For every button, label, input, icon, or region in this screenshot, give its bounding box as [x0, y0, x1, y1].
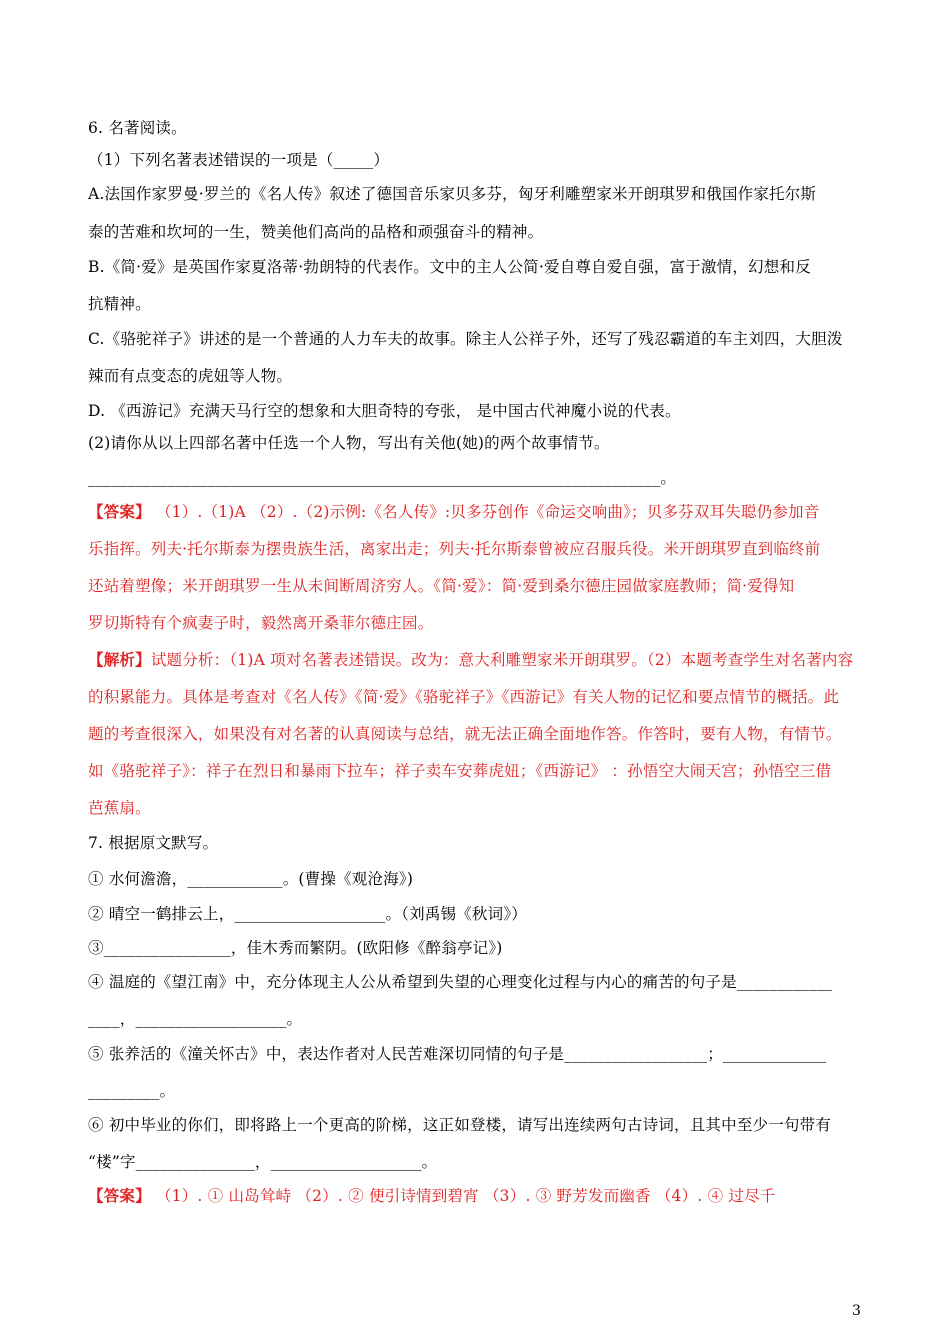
q7-title: 7. 根据原文默写。	[88, 834, 219, 852]
q7-item5-line2: _________。	[88, 1082, 176, 1100]
q6-option-b-line2: 抗精神。	[88, 295, 151, 313]
q7-answer-line1	[88, 1186, 878, 1206]
q6-analysis-line2: 的积累能力。具体是考查对《名人传》《简·爱》《骆驼祥子》《西游记》有关人物的记忆和要点情节的概括。此	[88, 688, 840, 706]
q6-title: 6. 名著阅读。	[88, 119, 187, 137]
q6-option-c-line1: C.《骆驼祥子》讲述的是一个普通的人力车夫的故事。除主人公祥子外，还写了残忍霸道的车主刘四，大胆泼	[88, 330, 843, 348]
q6-option-a-line2: 泰的苦难和坎坷的一生，赞美他们高尚的品格和顽强奋斗的精神。	[88, 223, 544, 241]
q7-item4-line1: ④ 温庭的《望江南》中，充分体现主人公从希望到失望的心理变化过程与内心的痛苦的句子是____________	[88, 973, 833, 991]
q7-item4-line2: ____，___________________。	[88, 1010, 303, 1028]
analysis-text: 试题分析：（1)A 项对名著表述错误。改为：意大利雕塑家米开朗琪罗。（2）本题考查学生对名著内容	[150, 651, 854, 669]
q6-answer-line2: 乐指挥。列夫·托尔斯泰为摆贵族生活，离家出走；列夫·托尔斯泰曾被应召服兵役。米开朗琪罗直到临终前	[88, 540, 821, 558]
q6-analysis-line3: 题的考查很深入，如果没有对名著的认真阅读与总结，就无法正确全面地作答。作答时，要有人物，有情节。	[88, 725, 842, 743]
q7-item6-line2: “楼”字_______________，___________________。	[88, 1153, 438, 1171]
q7-item3: ③________________，佳木秀而繁阴。(欧阳修《醉翁亭记》)	[88, 939, 503, 957]
q7-item1: ① 水何澹澹，____________。(曹操《观沧海》)	[88, 870, 414, 888]
q6-sub2: (2)请你从以上四部名著中任选一个人物，写出有关他(她)的两个故事情节。	[88, 434, 610, 452]
answer-label: 【答案】	[88, 1186, 151, 1205]
q6-option-a-line1: A.法国作家罗曼·罗兰的《名人传》叙述了德国音乐家贝多芬，匈牙利雕塑家米开朗琪罗和俄国作家托尔斯	[88, 185, 817, 203]
q6-analysis-line1	[88, 650, 878, 670]
q7-item2: ② 晴空一鹤排云上，___________________。（刘禹锡《秋词》）	[88, 905, 527, 923]
q6-option-c-line2: 辣而有点变态的虎妞等人物。	[88, 367, 293, 385]
q6-option-d: D. 《西游记》充满天马行空的想象和大胆奇特的夸张， 是中国古代神魔小说的代表。	[88, 402, 681, 420]
q6-option-b-line1: B.《简·爱》是英国作家夏洛蒂·勃朗特的代表作。文中的主人公简·爱自尊自爱自强，富于激情，幻想和反	[88, 258, 811, 276]
q6-analysis-line4: 如《骆驼祥子》：祥子在烈日和暴雨下拉车；祥子卖车安葬虎妞；《西游记》 ：孙悟空大闹天宫；孙悟空三借	[88, 762, 832, 780]
q6-analysis-line5: 芭蕉扇。	[88, 799, 151, 817]
q6-sub1: （1）下列名著表述错误的一项是（_____）	[88, 151, 390, 169]
q6-answer-blank: ________________________________________________________________________。	[88, 469, 677, 487]
q6-answer-line3: 还站着塑像；米开朗琪罗一生从未间断周济穷人。《简·爱》：简·爱到桑尔德庄园做家庭教师；简·爱得知	[88, 577, 795, 595]
q6-answer-line4: 罗切斯特有个疯妻子时，毅然离开桑菲尔德庄园。	[88, 614, 434, 632]
answer-label: 【答案】	[88, 502, 151, 521]
analysis-label: 【解析】	[88, 650, 151, 669]
q7-item6-line1: ⑥ 初中毕业的你们，即将路上一个更高的阶梯，这正如登楼，请写出连续两句古诗词，且其中至少一句带有	[88, 1116, 832, 1134]
q7-item5-line1: ⑤ 张养活的《潼关怀古》中，表达作者对人民苦难深切同情的句子是__________________；_____________	[88, 1045, 827, 1063]
answer-text: （1）. ① 山岛耸峙 （2）. ② 便引诗情到碧宵 （3）. ③ 野芳发而幽香 （4）. ④ 过尽千	[150, 1187, 776, 1205]
page-number: 3	[852, 1303, 861, 1319]
answer-text: （1）.（1)A （2）.（2)示例:《名人传》:贝多芬创作《命运交响曲》；贝多芬双耳失聪仍参加音	[150, 503, 820, 521]
q6-answer-line1	[88, 502, 878, 522]
